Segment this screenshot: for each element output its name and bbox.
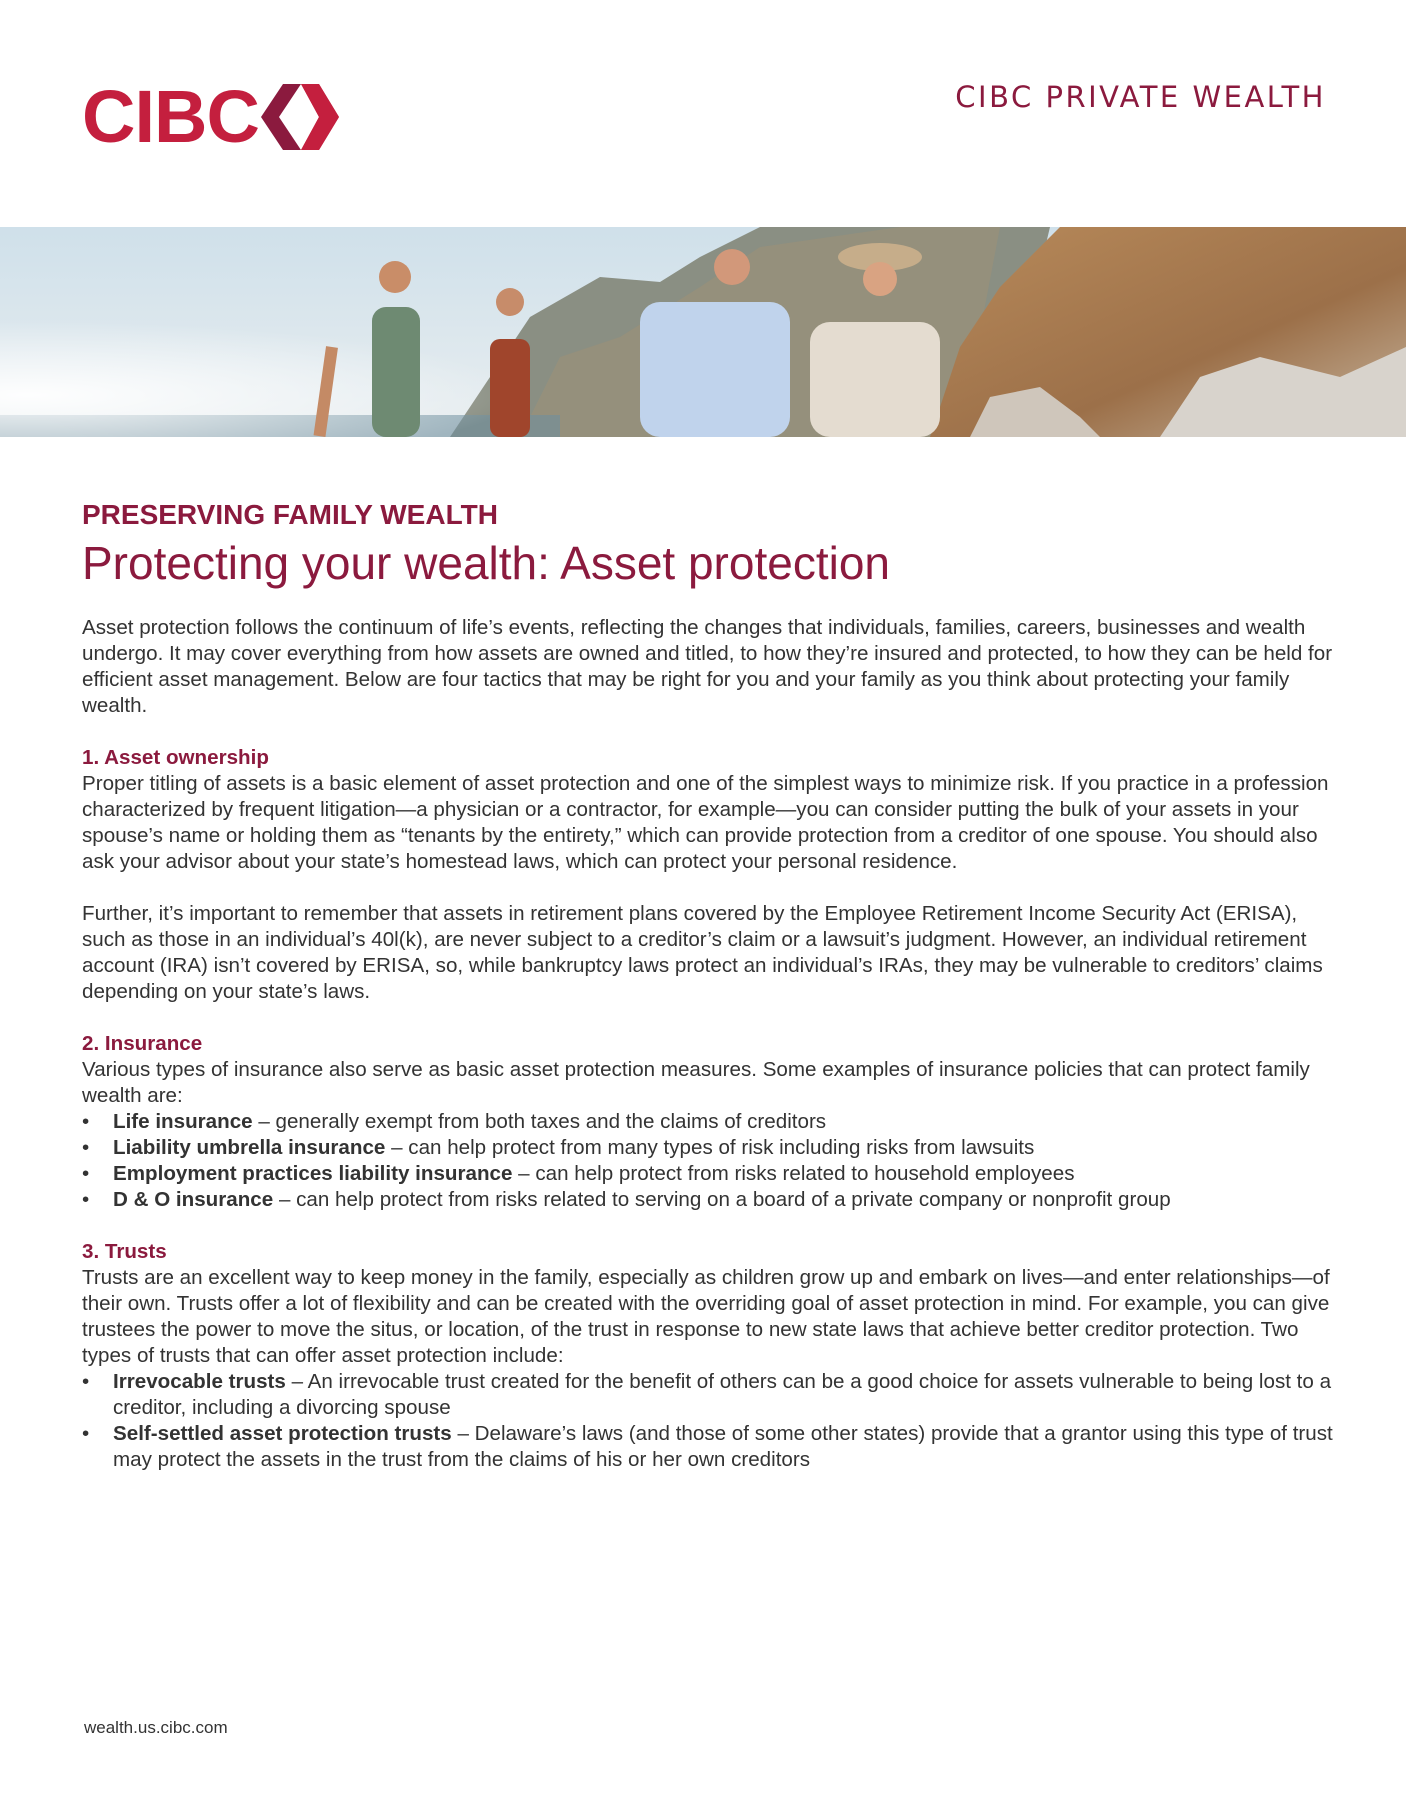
bullet-icon: • [82, 1110, 90, 1133]
section-heading: 3. Trusts [82, 1240, 167, 1263]
list-item [82, 1369, 1342, 1421]
bullet-icon: • [82, 1188, 90, 1211]
footer-website-link[interactable]: wealth.us.cibc.com [84, 1718, 228, 1737]
list-item [82, 1135, 1342, 1161]
section-heading: 2. Insurance [82, 1032, 203, 1055]
section-heading: 1. Asset ownership [82, 746, 269, 769]
page-title: Protecting your wealth: Asset protection [82, 537, 890, 589]
list-item-term: D & O insurance [113, 1188, 274, 1211]
list-item-term: Life insurance [113, 1110, 253, 1133]
hero-banner-image [0, 227, 1406, 437]
list-item-desc: – Delaware’s laws (and those of some other states) provide that a grantor using this type of trust may protect the assets in the trust from the claims of his or her own creditors [113, 1422, 1333, 1471]
article [82, 498, 1342, 1473]
list-item-term: Employment practices liability insurance [113, 1162, 513, 1185]
section-insurance [82, 1031, 1342, 1213]
list-item-desc: – generally exempt from both taxes and the claims of creditors [252, 1110, 827, 1133]
list-item-desc: – can help protect from many types of risk including risks from lawsuits [385, 1136, 1035, 1159]
section-paragraph: Further, it’s important to remember that assets in retirement plans covered by the Employee Retirement Income Security Act (ERISA), such as those in an individual’s 40l(k), are never subject to a creditor’s claim or a lawsuit’s judgment. However, an individual retirement account (IRA) isn’t covered by ERISA, so, while bankruptcy laws protect an individual’s IRAs, they may be vulnerable to creditors’ claims depending on your state’s laws. [82, 902, 1323, 1003]
section-paragraph: Various types of insurance also serve as basic asset protection measures. Some examples of insurance policies that can protect family wealth are: [82, 1058, 1310, 1107]
trusts-list [82, 1369, 1342, 1473]
section-asset-ownership [82, 745, 1342, 1005]
list-item-desc: – An irrevocable trust created for the benefit of others can be a good choice for assets vulnerable to being lost to a creditor, including a divorcing spouse [113, 1370, 1332, 1419]
brand-title: CIBC PRIVATE WEALTH [955, 80, 1326, 114]
list-item-term: Irrevocable trusts [113, 1370, 286, 1393]
cibc-logo [82, 75, 339, 158]
list-item [82, 1109, 1342, 1135]
section-paragraph: Proper titling of assets is a basic element of asset protection and one of the simplest ways to minimize risk. If you practice in a profession characterized by frequent litigation—a physician or a contractor, for example—you can consider putting the bulk of your assets in your spouse’s name or holding them as “tenants by the entirety,” which can provide protection from a creditor of one spouse. You should also ask your advisor about your state’s homestead laws, which can protect your personal residence. [82, 772, 1329, 873]
list-item-desc: – can help protect from risks related to serving on a board of a private company or nonprofit group [273, 1188, 1171, 1211]
list-item [82, 1187, 1342, 1213]
bullet-icon: • [82, 1370, 90, 1393]
list-item-term: Self-settled asset protection trusts [113, 1422, 452, 1445]
list-item-term: Liability umbrella insurance [113, 1136, 386, 1159]
intro-paragraph: Asset protection follows the continuum of life’s events, reflecting the changes that individuals, families, careers, businesses and wealth undergo. It may cover everything from how assets are owned and titled, to how they’re insured and protected, to how they can be held for efficient asset management. Below are four tactics that may be right for you and your family as you think about protecting your family wealth. [82, 616, 1333, 717]
cibc-diamond-icon [261, 84, 339, 150]
logo-wordmark: CIBC [82, 75, 259, 158]
bullet-icon: • [82, 1162, 90, 1185]
list-item [82, 1161, 1342, 1187]
eyebrow-heading: PRESERVING FAMILY WEALTH [82, 499, 498, 530]
list-item [82, 1421, 1342, 1473]
section-trusts [82, 1239, 1342, 1473]
list-item-desc: – can help protect from risks related to household employees [512, 1162, 1075, 1185]
bullet-icon: • [82, 1136, 90, 1159]
section-paragraph: Trusts are an excellent way to keep money in the family, especially as children grow up and embark on lives—and enter relationships—of their own. Trusts offer a lot of flexibility and can be created with the overriding goal of asset protection in mind. For example, you can give trustees the power to move the situs, or location, of the trust in response to new state laws that achieve better creditor protection. Two types of trusts that can offer asset protection include: [82, 1266, 1330, 1367]
insurance-list [82, 1109, 1342, 1213]
bullet-icon: • [82, 1422, 90, 1445]
